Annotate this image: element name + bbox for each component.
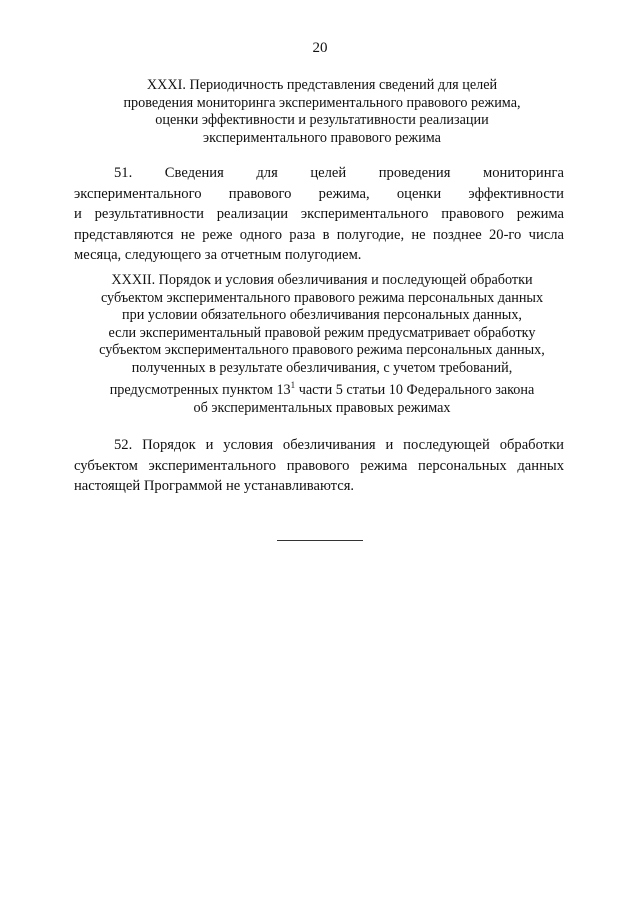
- section-31-heading: [72, 77, 572, 147]
- paragraph-line: 51. Сведения для целей проведения мониторинга: [114, 165, 564, 181]
- heading-line: XXXI. Периодичность представления сведений для целей: [146, 77, 498, 93]
- heading-text: части 5 статьи 10 Федерального закона: [295, 382, 535, 398]
- paragraph-line: и результативности реализации экспериментального правового режима: [74, 206, 564, 222]
- heading-line: субъектом экспериментального правового режима персональных данных: [100, 289, 544, 306]
- heading-line: если экспериментальный правовой режим предусматривает обработку: [108, 324, 536, 341]
- heading-line: об экспериментальных правовых режимах: [193, 399, 451, 416]
- paragraph-52: [74, 435, 564, 497]
- footnote-superscript: 1: [290, 380, 296, 390]
- paragraph-line: настоящей Программой не устанавливаются.: [74, 478, 355, 494]
- section-32-heading: [72, 272, 572, 417]
- page-number: 20: [312, 40, 328, 56]
- paragraph-line: месяца, следующего за отчетным полугодием.: [74, 247, 362, 263]
- heading-line: XXXII. Порядок и условия обезличивания и последующей обработки: [111, 272, 533, 288]
- heading-line: полученных в результате обезличивания, с учетом требований,: [131, 359, 513, 376]
- paragraph-line: представляются не реже одного раза в полугодие, не позднее 20-го числа: [74, 226, 564, 243]
- heading-line: субъектом экспериментального правового режима персональных данных,: [99, 342, 545, 358]
- heading-text: предусмотренных пунктом 13: [109, 382, 291, 398]
- heading-line: экспериментального правового режима: [203, 129, 441, 146]
- heading-line: оценки эффективности и результативности реализации: [155, 112, 489, 128]
- paragraph-51: [74, 163, 564, 266]
- heading-line: при условии обязательного обезличивания персональных данных,: [122, 307, 522, 323]
- paragraph-line: субъектом экспериментального правового режима персональных данных: [74, 457, 564, 474]
- heading-line-with-superscript: [72, 377, 572, 400]
- end-rule: [277, 540, 363, 541]
- paragraph-line: экспериментального правового режима, оценки эффективности: [74, 185, 564, 202]
- heading-line: проведения мониторинга экспериментального правового режима,: [123, 94, 521, 111]
- paragraph-line: 52. Порядок и условия обезличивания и последующей обработки: [114, 437, 564, 453]
